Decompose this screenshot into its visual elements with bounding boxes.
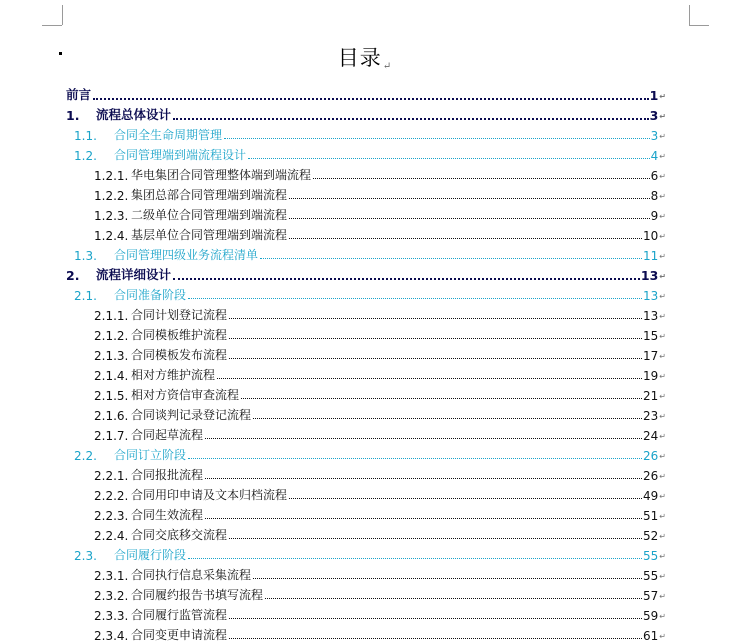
crop-mark-top-left bbox=[42, 25, 62, 26]
dot-leader bbox=[188, 457, 642, 459]
toc-entry[interactable] bbox=[94, 523, 666, 543]
toc-entry[interactable] bbox=[66, 263, 666, 283]
dot-leader bbox=[229, 617, 642, 619]
dot-leader bbox=[260, 257, 642, 259]
toc-entry-page-number: 24 bbox=[643, 429, 659, 443]
toc-entry-title: 合同报批流程 bbox=[131, 468, 204, 482]
paragraph-mark: ↵ bbox=[659, 532, 666, 541]
toc-entry-page-number: 13 bbox=[643, 309, 659, 323]
toc-entry[interactable] bbox=[94, 303, 666, 323]
paragraph-mark: ↵ bbox=[382, 61, 393, 72]
paragraph-mark: ↵ bbox=[659, 452, 666, 461]
toc-entry-number: 2.1.4. bbox=[94, 369, 129, 383]
toc-entry-number: 2.1.5. bbox=[94, 389, 129, 403]
toc-entry-page-number: 9 bbox=[650, 209, 659, 223]
paragraph-mark: ↵ bbox=[659, 232, 666, 241]
toc-entry-title: 合同计划登记流程 bbox=[131, 308, 228, 322]
toc-entry[interactable] bbox=[74, 443, 666, 463]
toc-entry-title: 合同模板发布流程 bbox=[131, 348, 228, 362]
toc-entry[interactable] bbox=[94, 403, 666, 423]
paragraph-mark: ↵ bbox=[659, 252, 666, 261]
dot-leader bbox=[313, 177, 650, 179]
toc-entry-page-number: 23 bbox=[643, 409, 659, 423]
toc-entry[interactable] bbox=[74, 543, 666, 563]
dot-leader bbox=[229, 337, 642, 339]
toc-entry-title: 合同全生命周期管理 bbox=[114, 128, 223, 142]
paragraph-mark: ↵ bbox=[659, 92, 666, 101]
toc-entry-title: 合同起草流程 bbox=[131, 428, 204, 442]
dot-leader bbox=[265, 597, 642, 599]
toc-entry-number: 2.3.1. bbox=[94, 569, 129, 583]
toc-entry-title: 合同履行监管流程 bbox=[131, 608, 228, 622]
toc-entry-number: 1.3. bbox=[74, 249, 97, 263]
toc-entry[interactable] bbox=[94, 423, 666, 443]
dot-leader bbox=[289, 217, 650, 219]
toc-entry-page-number: 8 bbox=[650, 189, 659, 203]
dot-leader bbox=[229, 537, 642, 539]
paragraph-mark: ↵ bbox=[659, 392, 666, 401]
toc-entry[interactable] bbox=[94, 323, 666, 343]
crop-mark-top-left bbox=[62, 5, 63, 25]
toc-entry-page-number: 17 bbox=[643, 349, 659, 363]
paragraph-mark: ↵ bbox=[659, 132, 666, 141]
toc-entry[interactable] bbox=[94, 363, 666, 383]
paragraph-mark: ↵ bbox=[659, 292, 666, 301]
toc-entry-number: 2.3.3. bbox=[94, 609, 129, 623]
toc-entry-number: 2.2.2. bbox=[94, 489, 129, 503]
toc-entry-title: 合同准备阶段 bbox=[114, 288, 187, 302]
dot-leader bbox=[224, 137, 650, 139]
dot-leader bbox=[289, 237, 642, 239]
toc-entry-page-number: 6 bbox=[650, 169, 659, 183]
toc-entry-page-number: 4 bbox=[650, 149, 659, 163]
toc-entry[interactable] bbox=[94, 623, 666, 643]
toc-entry-title: 流程总体设计 bbox=[96, 107, 172, 122]
paragraph-mark: ↵ bbox=[659, 592, 666, 601]
toc-entry-number: 2.2.1. bbox=[94, 469, 129, 483]
toc-entry-page-number: 3 bbox=[649, 108, 659, 123]
dot-leader bbox=[253, 417, 642, 419]
toc-entry-title: 基层单位合同管理端到端流程 bbox=[131, 228, 288, 242]
toc-entry[interactable] bbox=[94, 503, 666, 523]
paragraph-mark: ↵ bbox=[659, 512, 666, 521]
toc-entry-number: 2.2. bbox=[74, 449, 97, 463]
toc-entry-number: 2.3.2. bbox=[94, 589, 129, 603]
toc-entry-number: 2.2.3. bbox=[94, 509, 129, 523]
toc-entry-number: 1.1. bbox=[74, 129, 97, 143]
toc-entry-page-number: 52 bbox=[643, 529, 659, 543]
toc-entry-title: 合同管理端到端流程设计 bbox=[114, 148, 247, 162]
paragraph-mark: ↵ bbox=[659, 112, 666, 121]
toc-entry-page-number: 51 bbox=[643, 509, 659, 523]
toc-entry-title: 相对方资信审查流程 bbox=[131, 388, 240, 402]
toc-entry[interactable] bbox=[94, 223, 666, 243]
toc-entry[interactable] bbox=[94, 583, 666, 603]
dot-leader bbox=[241, 397, 642, 399]
toc-entry-page-number: 55 bbox=[643, 549, 659, 563]
dot-leader bbox=[248, 157, 650, 159]
dot-leader bbox=[289, 197, 650, 199]
dot-leader bbox=[173, 277, 640, 280]
paragraph-mark: ↵ bbox=[659, 212, 666, 221]
toc-entry[interactable] bbox=[94, 203, 666, 223]
toc-entry-number: 1.2. bbox=[74, 149, 97, 163]
toc-entry-number: 2.3.4. bbox=[94, 629, 129, 643]
toc-entry-title: 合同生效流程 bbox=[131, 508, 204, 522]
toc-entry-number: 1.2.4. bbox=[94, 229, 129, 243]
dot-leader bbox=[188, 557, 642, 559]
toc-entry-title: 集团总部合同管理端到端流程 bbox=[131, 188, 288, 202]
toc-entry-page-number: 26 bbox=[643, 469, 659, 483]
toc-entry-page-number: 57 bbox=[643, 589, 659, 603]
crop-mark-top-right bbox=[689, 5, 690, 25]
toc-entry-number: 2. bbox=[66, 268, 80, 283]
toc-title-text: 目录 bbox=[337, 46, 382, 70]
toc-entry-page-number: 3 bbox=[650, 129, 659, 143]
toc-title bbox=[0, 42, 730, 72]
paragraph-mark: ↵ bbox=[659, 372, 666, 381]
toc-entry-title: 流程详细设计 bbox=[96, 267, 172, 282]
paragraph-mark: ↵ bbox=[659, 612, 666, 621]
dot-leader bbox=[173, 117, 649, 120]
toc-entry[interactable] bbox=[94, 383, 666, 403]
toc-entry-number: 1.2.3. bbox=[94, 209, 129, 223]
toc-entry-title: 合同执行信息采集流程 bbox=[131, 568, 252, 582]
toc-entry-number: 2.2.4. bbox=[94, 529, 129, 543]
toc-entry[interactable] bbox=[94, 463, 666, 483]
dot-leader bbox=[217, 377, 642, 379]
paragraph-mark: ↵ bbox=[659, 192, 666, 201]
toc-entry-page-number: 61 bbox=[643, 629, 659, 643]
toc-entry-page-number: 1 bbox=[649, 88, 659, 103]
toc-entry[interactable] bbox=[74, 123, 666, 143]
toc-entry-title: 合同交底移交流程 bbox=[131, 528, 228, 542]
toc-entry[interactable] bbox=[94, 183, 666, 203]
toc-entry-title: 前言 bbox=[66, 87, 92, 102]
toc-entry[interactable] bbox=[66, 83, 666, 103]
toc-entry[interactable] bbox=[94, 343, 666, 363]
toc-entry-page-number: 59 bbox=[643, 609, 659, 623]
toc-entry-number: 2.1.7. bbox=[94, 429, 129, 443]
toc-entry-page-number: 11 bbox=[643, 249, 659, 263]
toc-entry-number: 1.2.1. bbox=[94, 169, 129, 183]
dot-leader bbox=[188, 297, 642, 299]
dot-leader bbox=[93, 97, 649, 100]
toc-entry-number: 2.1. bbox=[74, 289, 97, 303]
toc-entry-title: 合同模板维护流程 bbox=[131, 328, 228, 342]
toc-entry-title: 合同订立阶段 bbox=[114, 448, 187, 462]
toc-entry-page-number: 49 bbox=[643, 489, 659, 503]
paragraph-mark: ↵ bbox=[659, 632, 666, 641]
paragraph-mark: ↵ bbox=[659, 312, 666, 321]
dot-leader bbox=[205, 477, 642, 479]
paragraph-mark: ↵ bbox=[659, 152, 666, 161]
toc-entry[interactable] bbox=[94, 603, 666, 623]
toc-entry[interactable] bbox=[66, 103, 666, 123]
toc-entry-page-number: 13 bbox=[640, 268, 659, 283]
toc-entry-number: 1.2.2. bbox=[94, 189, 129, 203]
paragraph-mark: ↵ bbox=[659, 172, 666, 181]
paragraph-mark: ↵ bbox=[659, 492, 666, 501]
toc-entry[interactable] bbox=[94, 563, 666, 583]
toc-entry-title: 合同用印申请及文本归档流程 bbox=[131, 488, 288, 502]
toc-entry[interactable] bbox=[94, 163, 666, 183]
toc-entry-title: 相对方维护流程 bbox=[131, 368, 216, 382]
paragraph-mark: ↵ bbox=[659, 472, 666, 481]
toc-entry-number: 2.1.2. bbox=[94, 329, 129, 343]
paragraph-mark: ↵ bbox=[659, 332, 666, 341]
dot-leader bbox=[205, 517, 642, 519]
paragraph-mark: ↵ bbox=[659, 552, 666, 561]
paragraph-mark: ↵ bbox=[659, 432, 666, 441]
toc-entry-number: 2.1.3. bbox=[94, 349, 129, 363]
toc-entry-number: 2.3. bbox=[74, 549, 97, 563]
toc-entry-title: 华电集团合同管理整体端到端流程 bbox=[131, 168, 312, 182]
toc-entry-title: 合同谈判记录登记流程 bbox=[131, 408, 252, 422]
toc-entry-number: 2.1.6. bbox=[94, 409, 129, 423]
paragraph-mark: ↵ bbox=[659, 412, 666, 421]
toc-entry-page-number: 15 bbox=[643, 329, 659, 343]
toc-entry-page-number: 13 bbox=[643, 289, 659, 303]
toc-entry-title: 合同变更申请流程 bbox=[131, 628, 228, 642]
toc-entry-title: 二级单位合同管理端到端流程 bbox=[131, 208, 288, 222]
toc-entry-title: 合同履行阶段 bbox=[114, 548, 187, 562]
dot-leader bbox=[229, 317, 642, 319]
toc-entry-page-number: 55 bbox=[643, 569, 659, 583]
toc-entry[interactable] bbox=[94, 483, 666, 503]
toc-entry[interactable] bbox=[74, 243, 666, 263]
dot-leader bbox=[253, 577, 642, 579]
crop-mark-top-right bbox=[689, 25, 709, 26]
paragraph-mark: ↵ bbox=[659, 352, 666, 361]
toc-entry-title: 合同管理四级业务流程清单 bbox=[114, 248, 259, 262]
toc-entry-page-number: 21 bbox=[643, 389, 659, 403]
toc-entry-number: 2.1.1. bbox=[94, 309, 129, 323]
dot-leader bbox=[229, 357, 642, 359]
paragraph-mark: ↵ bbox=[659, 572, 666, 581]
dot-leader bbox=[205, 437, 642, 439]
toc-entry-page-number: 10 bbox=[643, 229, 659, 243]
toc-entry-number: 1. bbox=[66, 108, 80, 123]
toc-entry-title: 合同履约报告书填写流程 bbox=[131, 588, 264, 602]
toc-entry[interactable] bbox=[74, 143, 666, 163]
toc-entry[interactable] bbox=[74, 283, 666, 303]
paragraph-mark: ↵ bbox=[659, 272, 666, 281]
dot-leader bbox=[289, 497, 642, 499]
toc-entry-page-number: 19 bbox=[643, 369, 659, 383]
toc-entry-page-number: 26 bbox=[643, 449, 659, 463]
